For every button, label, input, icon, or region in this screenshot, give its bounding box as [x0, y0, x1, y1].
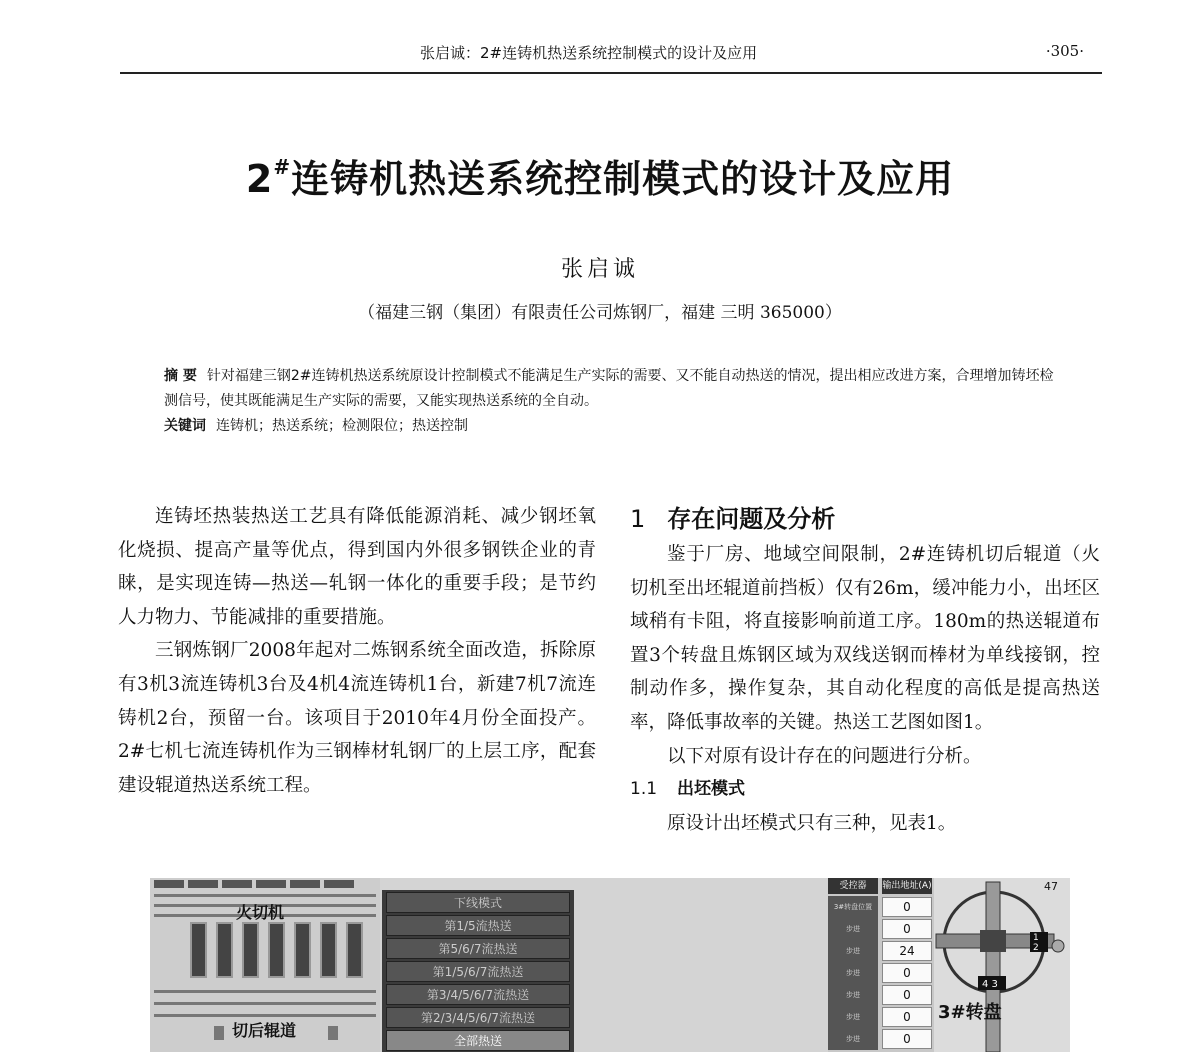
table-row-label: 步进 [828, 962, 878, 984]
table-row-value: 0 [882, 985, 932, 1005]
badge-3: 4 3 [982, 979, 998, 990]
table-header-right: 输出地址(A) [882, 878, 932, 894]
page-number: ·305· [1045, 42, 1084, 60]
left-column [118, 500, 596, 802]
abstract-label: 摘 要 [164, 368, 197, 384]
mini-tab [256, 880, 286, 888]
mode-item[interactable]: 全部热送 [386, 1030, 570, 1051]
keywords-text: 连铸机；热送系统；检测限位；热送控制 [216, 418, 468, 434]
intro-paragraph-1: 连铸坯热装热送工艺具有降低能源消耗、减少钢坯氧化烧损、提高产量等优点，得到国内外很多钢铁企业的青睐，是实现连铸—热送—轧钢一体化的重要手段；是节约人力物力、节能减排的重要措施。 [118, 506, 596, 628]
strand [216, 922, 233, 978]
abstract-body [164, 364, 1064, 414]
strand [268, 922, 285, 978]
mini-tab [290, 880, 320, 888]
table-row-value: 0 [882, 1007, 932, 1027]
subsection-paragraph: 原设计出坯模式只有三种，见表1。 [667, 812, 957, 834]
mode-item[interactable]: 下线模式 [386, 892, 570, 913]
section-heading [630, 500, 1100, 538]
turntable-diagram [934, 878, 1070, 1052]
subsection-heading [630, 773, 1100, 807]
sensor-icon [1052, 940, 1064, 952]
table-row-value: 24 [882, 941, 932, 961]
intro-paragraph-2: 三钢炼钢厂2008年起对二炼钢系统全面改造，拆除原有3机3流连铸机3台及4机4流连铸机1台，新建7机7流连铸机2台，预留一台。该项目于2010年4月份全面投产。2#七机七流连铸机作为三钢棒材轧钢厂的上层工序，配套建设辊道热送系统工程。 [118, 640, 596, 796]
keywords [164, 414, 1064, 439]
title-superscript: # [273, 155, 292, 179]
affiliation: （福建三钢（集团）有限责任公司炼钢厂，福建 三明 365000） [358, 303, 842, 323]
strand [320, 922, 337, 978]
roller-rail [154, 894, 376, 897]
table-row-label: 步进 [828, 1028, 878, 1050]
mode-item[interactable]: 第5/6/7流热送 [386, 938, 570, 959]
turntable-number: 47 [1044, 880, 1058, 893]
badge-2: 2 [1033, 943, 1039, 953]
delivery-mode-menu [382, 890, 574, 1052]
arrow-down-icon [214, 1026, 224, 1040]
mode-item[interactable]: 第2/3/4/5/6/7流热送 [386, 1007, 570, 1028]
arrow-down-icon [328, 1026, 338, 1040]
table-row-label: 步进 [828, 1006, 878, 1028]
mini-tab [324, 880, 354, 888]
turntable-panel [934, 878, 1070, 1052]
mode-item[interactable]: 第3/4/5/6/7流热送 [386, 984, 570, 1005]
mini-tab [154, 880, 184, 888]
section-title: 存在问题及分析 [667, 505, 836, 533]
subsection-title: 出坯模式 [677, 779, 746, 800]
roller-rail [154, 1014, 376, 1017]
roller-rail [154, 990, 376, 993]
right-column [630, 500, 1100, 840]
abstract [164, 364, 1064, 439]
abstract-text: 针对福建三钢2#连铸机热送系统原设计控制模式不能满足生产实际的需要、又不能自动热送的情况，提出相应改进方案，合理增加铸坯检测信号，使其既能满足生产实际的需要，又能实现热送系统的全自动。 [164, 368, 1054, 409]
running-header [120, 38, 1102, 74]
strand [242, 922, 259, 978]
roller-rail [154, 1002, 376, 1005]
table-row-value: 0 [882, 919, 932, 939]
table-row-label: 3#转盘位置 [828, 896, 878, 918]
mini-tab [188, 880, 218, 888]
table-row-value: 0 [882, 897, 932, 917]
strand [346, 922, 363, 978]
after-cut-roller-label: 切后辊道 [232, 1021, 297, 1040]
turntable-track-vertical [986, 882, 1000, 1052]
subsection-number: 1.1 [630, 779, 658, 800]
fire-cutter-label: 火切机 [236, 903, 285, 922]
turntable-hub [980, 930, 1006, 952]
section-paragraph-2: 以下对原有设计存在的问题进行分析。 [667, 745, 982, 767]
casting-area-panel [150, 878, 380, 1052]
title-prefix: 2 [245, 157, 274, 201]
strand [294, 922, 311, 978]
figure-hot-delivery-hmi [150, 878, 1070, 1052]
section-number: 1 [630, 505, 646, 533]
paper-title [0, 148, 1200, 203]
mode-item[interactable]: 第1/5/6/7流热送 [386, 961, 570, 982]
mini-tab [222, 880, 252, 888]
table-row-label: 步进 [828, 984, 878, 1006]
keywords-label: 关键词 [164, 418, 206, 434]
table-row-label: 步进 [828, 940, 878, 962]
table-row-value: 0 [882, 1029, 932, 1049]
author: 张启诚 [560, 257, 639, 282]
strand [190, 922, 207, 978]
table-row-value: 0 [882, 963, 932, 983]
mode-item[interactable]: 第1/5流热送 [386, 915, 570, 936]
turntable-label: 3#转盘 [938, 1002, 1002, 1023]
title-text: 连铸机热送系统控制模式的设计及应用 [291, 157, 955, 201]
section-paragraph-1: 鉴于厂房、地域空间限制，2#连铸机切后辊道（火切机至出坯辊道前挡板）仅有26m，缓冲能力小，出坯区域稍有卡阻，将直接影响前道工序。180m的热送辊道布置3个转盘且炼钢区域为双线送钢而棒材为单线接钢，控制动作多，操作复杂，其自动化程度的高低是提高热送率，降低事故率的关键。热送工艺图如图1。 [630, 544, 1100, 733]
table-row-label: 步进 [828, 918, 878, 940]
table-header-left: 受控器 [828, 878, 878, 894]
badge-1: 1 [1033, 933, 1039, 943]
running-title: 张启诚：2#连铸机热送系统控制模式的设计及应用 [420, 44, 758, 62]
status-table [828, 878, 934, 1052]
